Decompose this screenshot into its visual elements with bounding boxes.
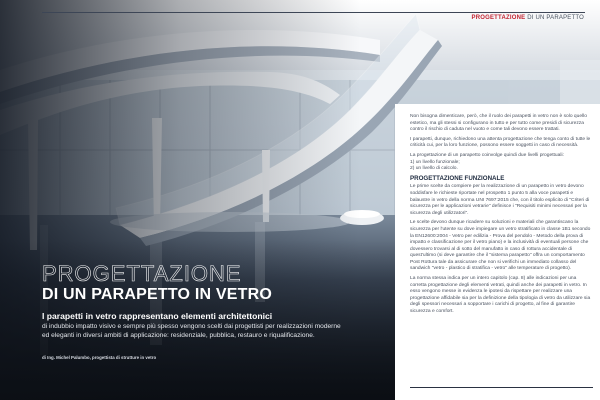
deck-text: di indubbio impatto visivo e sempre più spesso vengono scelti dai progettisti per realizzazioni moderne ed eleganti in diversi ambiti di applicazione: residenziale, pubblica, restauro e riqualificazione. — [42, 323, 341, 339]
body-paragraph: Le prime scelte da compiere per la realizzazione di un parapetto in vetro devono soddisfare le richieste riportate nel prospetto 1 punto 5 alla voce parapetti e balaustre in vetro della norma UNI 7697:2015 che, con il titolo esplicito di "Criteri di sicurezza per le applicazioni vetrarie" definisce i "Requisiti minimi necessari per la sicurezza degli utilizzatori". — [410, 184, 590, 216]
body-paragraph: La norma stessa indica per un intero capitolo (cap. 8) alle indicazioni per una corretta progettazione degli elementi vetrati, quindi anche dei parapetti in vetro. In esso vengono messe in evidenza le ipotesi da rispettare per realizzare una progettazione affidabile sia per la definizione della tipologia di vetro da utilizzare sia degli spessori necessari a sopportare i carichi di progetto, al fine di garantire sicurezza e comfort. — [410, 276, 591, 315]
body-paragraph: Non bisogna dimenticare, però, che il ruolo dei parapetti in vetro non è solo quello estetico, ma gli stessi si configurano in tutto e per tutto come presidi di sicurezza contro il rischio di caduta nel vuoto e come tali devono essere trattati. — [410, 114, 587, 133]
body-paragraph: I parapetti, dunque, richiedono una attenta progettazione che tenga conto di tutte le criticità cui, per la loro funzione, possono essere soggetti in caso di necessità. — [410, 136, 591, 149]
article-body-panel — [395, 104, 600, 400]
deck-lead: I parapetti in vetro rappresentano elementi architettonici — [42, 311, 273, 321]
article-body — [410, 114, 593, 319]
body-paragraph: La progettazione di un parapetto coinvolge quindi due livelli progettuali: — [410, 152, 564, 158]
section-tag-highlight: PROGETTAZIONE — [471, 15, 526, 21]
list-item: 1) un livello funzionale; — [410, 159, 460, 165]
section-tag — [472, 15, 584, 21]
title-line-outline: PROGETTAZIONE — [42, 261, 242, 286]
section-heading: PROGETTAZIONE FUNZIONALE — [410, 174, 505, 182]
header-rule — [42, 12, 585, 13]
list-item: 2) un livello di calcolo. — [410, 166, 458, 172]
byline: di Ing. Michel Palumbo, progettista di strutture in vetro — [42, 355, 157, 360]
section-tag-rest: DI UN PARAPETTO — [525, 15, 584, 21]
panel-bottom-rule — [410, 387, 593, 388]
title-line-bold: DI UN PARAPETTO IN VETRO — [42, 286, 273, 303]
body-paragraph: Le scelte devono dunque ricadere su soluzioni e materiali che garantiscano la sicurezza per l'utente su dove impiegare un vetro stratificato in classe 1B1 secondo la EN12600:2004 - Vetro per edilizia - Prova del pendolo - Metodo della prova di impatto e classificazione per il vetro piano) e la inclusività di eventuali persone che dovessero trovarsi al di sotto del manufatto in caso di rottura accidentale di quest'ultimo (si deve garantire che il "sistema parapetto" offra un comportamento Post Rottura tale da assicurare che non si verifichi un immediato collasso del sandwich "vetro - plastico di stratifica - vetro" alle temperature di progetto). — [410, 220, 591, 272]
article-title — [42, 263, 362, 304]
